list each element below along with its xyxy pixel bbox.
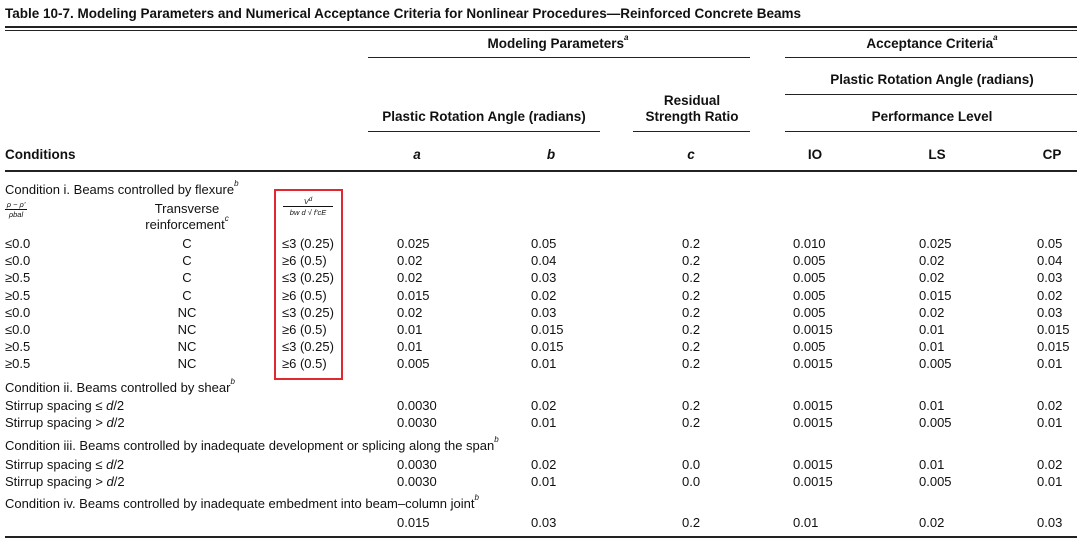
performance-level-header: Performance Level <box>871 109 993 124</box>
rotation-underline <box>368 131 600 132</box>
cell-a: 0.0030 <box>397 398 437 413</box>
top-rule <box>5 26 1077 28</box>
cell-cp: 0.015 <box>1037 322 1070 337</box>
cell-b: 0.03 <box>531 304 557 320</box>
cell-c: 0.2 <box>682 287 701 303</box>
header-bottom-rule <box>5 170 1077 172</box>
cell-ls: 0.02 <box>919 304 945 320</box>
cell-a: 0.02 <box>397 304 423 320</box>
col-a-header: a <box>413 147 421 162</box>
stirrup-spacing-label: Stirrup spacing > d/2 <box>5 474 125 489</box>
cell-a: 0.015 <box>397 515 430 530</box>
cell-transverse: C <box>182 253 192 269</box>
cell-transverse: NC <box>177 339 197 355</box>
cell-cp: 0.01 <box>1037 415 1063 430</box>
cell-rho-ratio: ≥0.5 <box>5 270 31 286</box>
cell-ls: 0.01 <box>919 457 945 472</box>
cell-a: 0.015 <box>397 287 430 303</box>
cell-a: 0.005 <box>397 356 430 372</box>
shear-ratio-fraction: $\frac{V^d}{\text{bw d √ f'cE}}$ <box>283 197 333 218</box>
cell-shear-ratio: ≥6 (0.5) <box>282 253 327 269</box>
cell-ls: 0.015 <box>919 287 952 303</box>
cell-rho-ratio: ≥0.5 <box>5 287 31 303</box>
col-ls-header: LS <box>928 147 946 162</box>
modeling-underline <box>368 57 750 58</box>
condition-iii-label: Condition iii. Beams controlled by inadequate development or splicing along the span$^b$ <box>5 435 499 453</box>
cell-io: 0.0015 <box>793 457 833 472</box>
cell-b: 0.05 <box>531 236 557 251</box>
cell-c: 0.2 <box>682 270 701 286</box>
cell-rho-ratio: ≥0.5 <box>5 339 31 355</box>
cell-rho-ratio: ≤0.0 <box>5 304 31 320</box>
col-io-header: IO <box>807 147 823 162</box>
conditions-header: Conditions <box>5 147 76 162</box>
rho-ratio-fraction: ρ − ρ' ρbal <box>6 200 26 219</box>
col-c-header: c <box>687 147 695 162</box>
cell-io: 0.0015 <box>793 398 833 413</box>
modeling-parameters-header: Modeling Parameters$^a$ <box>487 33 629 51</box>
cell-io: 0.005 <box>793 287 826 303</box>
cell-c: 0.2 <box>682 356 701 372</box>
col-b-header: b <box>546 147 556 162</box>
cell-cp: 0.02 <box>1037 287 1063 303</box>
condition-ii-label: Condition ii. Beams controlled by shear$^b$ <box>5 377 235 395</box>
cell-a: 0.0030 <box>397 415 437 430</box>
cell-ls: 0.02 <box>919 270 945 286</box>
bottom-rule <box>5 536 1077 538</box>
cell-b: 0.03 <box>531 270 557 286</box>
cell-shear-ratio: ≥6 (0.5) <box>282 287 327 303</box>
cell-ls: 0.02 <box>919 515 945 530</box>
cell-ls: 0.005 <box>919 415 952 430</box>
cell-ls: 0.005 <box>919 474 952 489</box>
cell-transverse: C <box>182 270 192 286</box>
cell-cp: 0.01 <box>1037 474 1063 489</box>
col-cp-header: CP <box>1042 147 1062 162</box>
cell-b: 0.03 <box>531 515 557 530</box>
condition-i-label: Condition i. Beams controlled by flexure$^b$ <box>5 179 239 197</box>
cell-cp: 0.02 <box>1037 457 1063 472</box>
cell-b: 0.01 <box>531 474 557 489</box>
cell-shear-ratio: ≤3 (0.25) <box>282 339 334 355</box>
acceptance-rotation-underline <box>785 94 1077 95</box>
residual-strength-header-line2: Strength Ratio <box>645 109 739 124</box>
cell-cp: 0.03 <box>1037 515 1063 530</box>
cell-transverse: NC <box>177 322 197 337</box>
cell-c: 0.2 <box>682 322 701 337</box>
cell-io: 0.0015 <box>793 322 833 337</box>
cell-cp: 0.05 <box>1037 236 1063 251</box>
cell-c: 0.2 <box>682 253 701 269</box>
cell-cp: 0.015 <box>1037 339 1070 355</box>
cell-transverse: C <box>182 236 192 251</box>
cell-a: 0.0030 <box>397 474 437 489</box>
cell-io: 0.005 <box>793 270 826 286</box>
cell-c: 0.2 <box>682 515 701 530</box>
cell-io: 0.010 <box>793 236 826 251</box>
transverse-header-line2: reinforcement$^c$ <box>145 214 229 232</box>
cell-rho-ratio: ≤0.0 <box>5 236 31 251</box>
cell-b: 0.02 <box>531 457 557 472</box>
table-title: Table 10-7. Modeling Parameters and Numerical Acceptance Criteria for Nonlinear Procedures—Reinforced Concrete Beams <box>5 6 802 21</box>
cell-transverse: NC <box>177 304 197 320</box>
cell-shear-ratio: ≤3 (0.25) <box>282 236 334 251</box>
cell-io: 0.0015 <box>793 356 833 372</box>
residual-strength-header-line1: Residual <box>663 93 721 108</box>
modeling-plastic-rotation-header: Plastic Rotation Angle (radians) <box>382 109 586 124</box>
condition-iv-label: Condition iv. Beams controlled by inadequate embedment into beam–column joint$^b$ <box>5 493 479 511</box>
top-rule-2 <box>5 30 1077 31</box>
cell-a: 0.02 <box>397 270 423 286</box>
stirrup-spacing-label: Stirrup spacing ≤ d/2 <box>5 457 125 472</box>
cell-io: 0.005 <box>793 339 826 355</box>
cell-shear-ratio: ≥6 (0.5) <box>282 356 327 372</box>
cell-b: 0.02 <box>531 398 557 413</box>
cell-rho-ratio: ≥0.5 <box>5 356 31 372</box>
cell-cp: 0.01 <box>1037 356 1063 372</box>
cell-a: 0.02 <box>397 253 423 269</box>
cell-c: 0.2 <box>682 339 701 355</box>
cell-a: 0.025 <box>397 236 430 251</box>
cell-b: 0.015 <box>531 339 564 355</box>
stirrup-spacing-label: Stirrup spacing > d/2 <box>5 415 125 430</box>
cell-c: 0.2 <box>682 304 701 320</box>
cell-c: 0.0 <box>682 474 701 489</box>
cell-transverse: C <box>182 287 192 303</box>
cell-b: 0.01 <box>531 356 557 372</box>
cell-ls: 0.005 <box>919 356 952 372</box>
cell-c: 0.2 <box>682 415 701 430</box>
cell-io: 0.005 <box>793 304 826 320</box>
cell-c: 0.2 <box>682 236 701 251</box>
cell-ls: 0.02 <box>919 253 945 269</box>
cell-ls: 0.025 <box>919 236 952 251</box>
cell-b: 0.01 <box>531 415 557 430</box>
cell-shear-ratio: ≤3 (0.25) <box>282 270 334 286</box>
cell-io: 0.0015 <box>793 474 833 489</box>
cell-b: 0.02 <box>531 287 557 303</box>
cell-ls: 0.01 <box>919 339 945 355</box>
residual-underline <box>633 131 750 132</box>
stirrup-spacing-label: Stirrup spacing ≤ d/2 <box>5 398 125 413</box>
acceptance-criteria-header: Acceptance Criteria$^a$ <box>866 33 998 51</box>
cell-io: 0.01 <box>793 515 819 530</box>
cell-c: 0.0 <box>682 457 701 472</box>
acceptance-plastic-rotation-header: Plastic Rotation Angle (radians) <box>830 72 1034 87</box>
cell-shear-ratio: ≥6 (0.5) <box>282 322 327 337</box>
performance-underline <box>785 131 1077 132</box>
cell-io: 0.0015 <box>793 415 833 430</box>
cell-cp: 0.04 <box>1037 253 1063 269</box>
cell-b: 0.04 <box>531 253 557 269</box>
cell-cp: 0.03 <box>1037 270 1063 286</box>
cell-ls: 0.01 <box>919 322 945 337</box>
cell-a: 0.0030 <box>397 457 437 472</box>
cell-transverse: NC <box>177 356 197 372</box>
cell-cp: 0.03 <box>1037 304 1063 320</box>
cell-a: 0.01 <box>397 339 423 355</box>
cell-io: 0.005 <box>793 253 826 269</box>
transverse-header-line1: Transverse <box>154 201 220 216</box>
cell-c: 0.2 <box>682 398 701 413</box>
cell-rho-ratio: ≤0.0 <box>5 253 31 269</box>
acceptance-underline <box>785 57 1077 58</box>
cell-ls: 0.01 <box>919 398 945 413</box>
cell-b: 0.015 <box>531 322 564 337</box>
cell-cp: 0.02 <box>1037 398 1063 413</box>
cell-rho-ratio: ≤0.0 <box>5 322 31 337</box>
cell-shear-ratio: ≤3 (0.25) <box>282 304 334 320</box>
cell-a: 0.01 <box>397 322 423 337</box>
